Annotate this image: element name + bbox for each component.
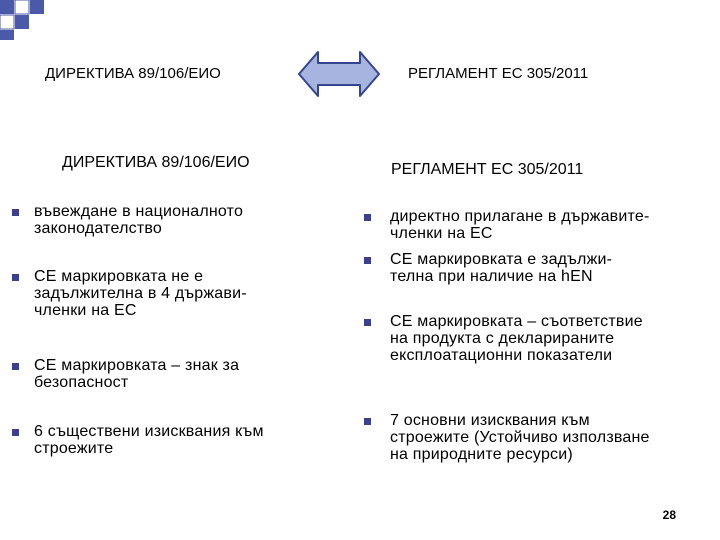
square-bullet-icon [12,274,19,281]
left-bullet-text: въвеждане в националното законодателство [34,203,244,237]
left-bullet-text: CE маркировката не е задължителна в 4 държави-членки на ЕС [34,268,247,319]
square-bullet-icon [12,209,19,216]
right-bullet-text: директно прилагане в държавите-членки на ЕС [390,208,650,242]
left-column-title: ДИРЕКТИВА 89/106/ЕИО [62,154,250,171]
square-bullet-icon [12,429,19,436]
square-bullet-icon [364,214,371,221]
double-arrow-icon [298,50,380,98]
page-number: 28 [662,508,676,522]
square-bullet-icon [12,363,19,370]
right-bullet-text: CE маркировката – съответствие на продукта с декларираните експлоатационни показатели [390,313,643,364]
top-right-title: РЕГЛАМЕНТ ЕС 305/2011 [408,65,589,82]
square-bullet-icon [364,418,371,425]
right-column-title: РЕГЛАМЕНТ ЕС 305/2011 [391,161,584,178]
square-bullet-icon [364,257,371,264]
corner-squares-icon [0,0,60,40]
right-bullet-text: 7 основни изисквания към строежите (Устойчиво използване на природните ресурси) [390,412,650,463]
left-bullet-text: 6 съществени изисквания към строежите [34,423,264,457]
top-left-title: ДИРЕКТИВА 89/106/ЕИО [45,65,221,82]
left-bullet-text: CE маркировката – знак за безопасност [34,357,240,391]
square-bullet-icon [364,319,371,326]
right-bullet-text: CE маркировката е задължи-телна при наличие на hEN [390,251,613,285]
